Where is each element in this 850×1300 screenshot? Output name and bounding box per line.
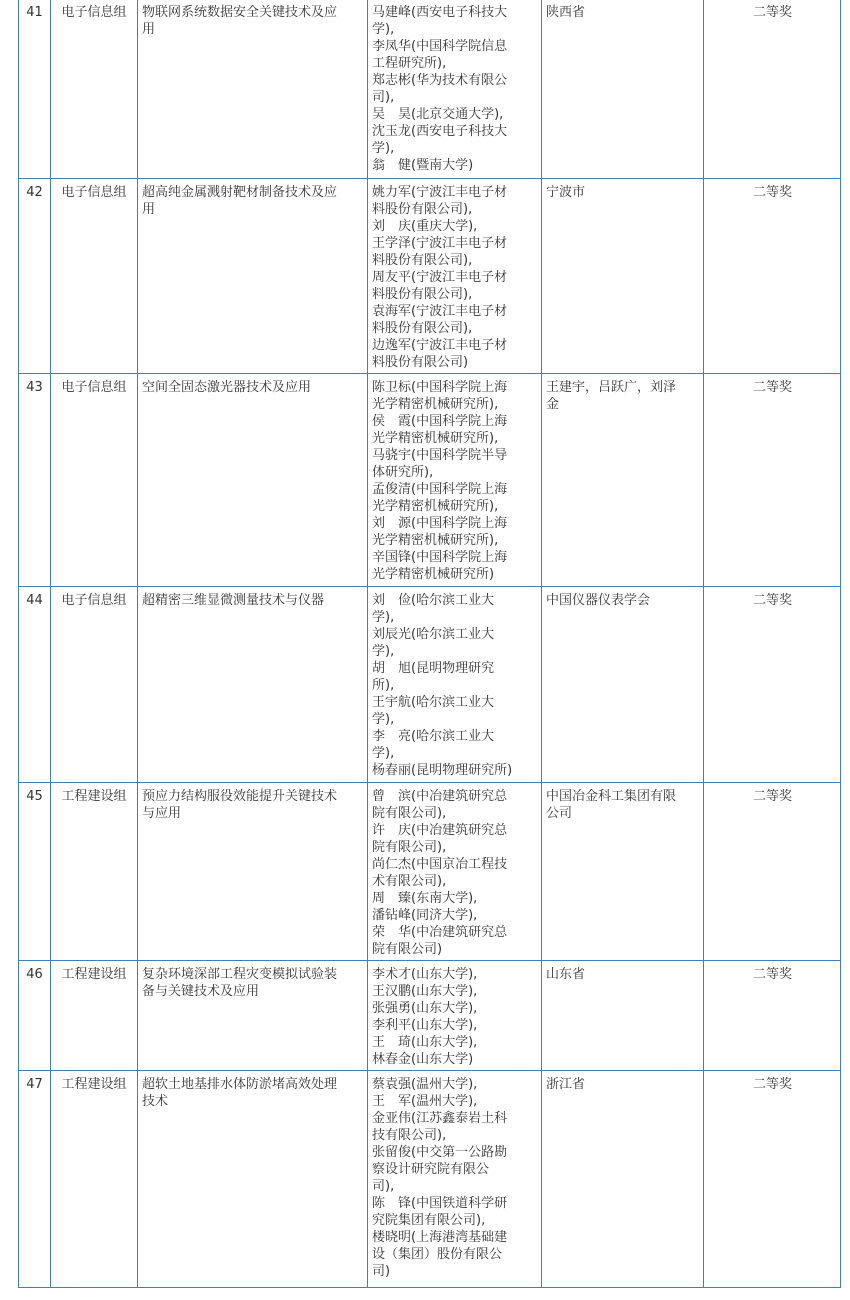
completer-line: 孟俊清(中国科学院上海 (372, 482, 508, 497)
completer-line: 曾 滨(中冶建筑研究总 (372, 789, 508, 804)
completer-line: 辛国锋(中国科学院上海 (372, 550, 508, 565)
completer-line: 王 军(温州大学), (372, 1094, 478, 1109)
project-cell (138, 961, 368, 1071)
group-name: 工程建设组 (61, 1077, 127, 1092)
row-number-cell (19, 783, 51, 961)
completer-line: 侯 霞(中国科学院上海 (372, 414, 508, 429)
group-name: 电子信息组 (61, 5, 127, 20)
group-cell (51, 587, 138, 783)
completer-line: 学), (372, 712, 395, 727)
nominator-cell (542, 961, 704, 1071)
completer-line: 料股份有限公司) (372, 355, 469, 370)
row-number: 46 (26, 967, 43, 982)
completer-line: 刘 源(中国科学院上海 (372, 516, 508, 531)
completer-line: 究院集团有限公司), (372, 1213, 486, 1228)
completer-line: 金亚伟(江苏鑫泰岩土科 (372, 1111, 508, 1126)
completer-line: 刘辰光(哈尔滨工业大 (372, 627, 495, 642)
table-row (19, 374, 841, 587)
row-number-cell (19, 179, 51, 374)
completer-line: 所), (372, 678, 395, 693)
row-number: 44 (26, 593, 43, 608)
completer-line: 翁 健(暨南大学) (372, 158, 474, 173)
completer-line: 院有限公司), (372, 806, 447, 821)
nominator-cell (542, 587, 704, 783)
completer-line: 光学精密机械研究所), (372, 397, 499, 412)
completer-line: 李术才(山东大学), (372, 967, 478, 982)
completer-line: 蔡袁强(温州大学), (372, 1077, 478, 1092)
completer-line: 刘 庆(重庆大学), (372, 219, 478, 234)
completer-line: 工程研究所), (372, 56, 447, 71)
project-cell (138, 179, 368, 374)
nominator-line: 公司 (546, 806, 573, 821)
group-name: 工程建设组 (61, 967, 127, 982)
completer-line: 潘钻峰(同济大学), (372, 908, 478, 923)
row-number: 42 (26, 185, 43, 200)
completer-line: 李 亮(哈尔滨工业大 (372, 729, 495, 744)
table-body (19, 0, 841, 1288)
completer-line: 学), (372, 22, 395, 37)
nominator-line: 浙江省 (546, 1077, 586, 1092)
award-grade: 二等奖 (752, 185, 792, 200)
nominator-cell (542, 783, 704, 961)
completer-line: 张留俊(中交第一公路勘 (372, 1145, 508, 1160)
completer-line: 学), (372, 644, 395, 659)
completers-cell (368, 0, 542, 179)
completer-line: 术有限公司), (372, 874, 447, 889)
completer-line: 料股份有限公司), (372, 202, 473, 217)
award-grade: 二等奖 (752, 789, 792, 804)
nominator-line: 金 (546, 397, 560, 412)
project-name-line: 技术 (142, 1094, 169, 1109)
completer-line: 吴 昊(北京交通大学), (372, 107, 504, 122)
project-name-line: 超软土地基排水体防淤堵高效处理 (142, 1077, 338, 1092)
completer-line: 司), (372, 90, 395, 105)
project-name-line: 用 (142, 202, 156, 217)
completer-line: 陈卫标(中国科学院上海 (372, 380, 508, 395)
award-grade: 二等奖 (752, 380, 792, 395)
table-row (19, 961, 841, 1071)
completers-cell (368, 374, 542, 587)
completer-line: 周友平(宁波江丰电子材 (372, 270, 508, 285)
completer-line: 光学精密机械研究所) (372, 567, 495, 582)
table-row (19, 179, 841, 374)
completers-cell (368, 783, 542, 961)
project-name-line: 空间全固态激光器技术及应用 (142, 380, 312, 395)
completer-line: 马骁宇(中国科学院半导 (372, 448, 508, 463)
completer-line: 袁海军(宁波江丰电子材 (372, 304, 508, 319)
row-number-cell (19, 0, 51, 179)
nominator-line: 山东省 (546, 967, 586, 982)
nominator-line: 王建宇，吕跃广，刘泽 (546, 380, 677, 395)
nominator-line: 陕西省 (546, 5, 586, 20)
nominator-cell (542, 1071, 704, 1288)
project-cell (138, 374, 368, 587)
nominator-cell (542, 374, 704, 587)
group-cell (51, 1071, 138, 1288)
completer-line: 光学精密机械研究所), (372, 533, 499, 548)
completer-line: 学), (372, 141, 395, 156)
row-number: 41 (26, 5, 43, 20)
grade-cell (704, 179, 841, 374)
completer-line: 姚力军(宁波江丰电子材 (372, 185, 508, 200)
completer-line: 边逸军(宁波江丰电子材 (372, 338, 508, 353)
completer-line: 院有限公司), (372, 840, 447, 855)
project-cell (138, 587, 368, 783)
project-cell (138, 1071, 368, 1288)
completer-line: 光学精密机械研究所), (372, 499, 499, 514)
completer-line: 院有限公司) (372, 942, 443, 957)
group-cell (51, 783, 138, 961)
completer-line: 学), (372, 610, 395, 625)
project-cell (138, 0, 368, 179)
group-cell (51, 179, 138, 374)
completer-line: 张强勇(山东大学), (372, 1001, 478, 1016)
grade-cell (704, 587, 841, 783)
completer-line: 许 庆(中冶建筑研究总 (372, 823, 508, 838)
completers-cell (368, 179, 542, 374)
project-name-line: 超高纯金属溅射靶材制备技术及应 (142, 185, 338, 200)
award-grade: 二等奖 (752, 967, 792, 982)
nominator-line: 宁波市 (546, 185, 586, 200)
completer-line: 周 臻(东南大学), (372, 891, 478, 906)
project-name-line: 用 (142, 22, 156, 37)
completer-line: 林春金(山东大学) (372, 1052, 474, 1067)
nominator-line: 中国仪器仪表学会 (546, 593, 651, 608)
project-name-line: 物联网系统数据安全关键技术及应 (142, 5, 338, 20)
completer-line: 杨春丽(昆明物理研究所) (372, 763, 513, 778)
completer-line: 王 琦(山东大学), (372, 1035, 478, 1050)
completer-line: 马建峰(西安电子科技大 (372, 5, 508, 20)
row-number-cell (19, 374, 51, 587)
completer-line: 料股份有限公司), (372, 253, 473, 268)
table-row (19, 1071, 841, 1288)
grade-cell (704, 1071, 841, 1288)
completer-line: 设（集团）股份有限公 (372, 1247, 503, 1262)
row-number: 43 (26, 380, 43, 395)
project-cell (138, 783, 368, 961)
grade-cell (704, 374, 841, 587)
completer-line: 学), (372, 746, 395, 761)
group-name: 电子信息组 (61, 593, 127, 608)
completer-line: 王学泽(宁波江丰电子材 (372, 236, 508, 251)
nominator-cell (542, 0, 704, 179)
grade-cell (704, 0, 841, 179)
completer-line: 陈 锋(中国铁道科学研 (372, 1196, 508, 1211)
completer-line: 体研究所), (372, 465, 434, 480)
project-name-line: 备与关键技术及应用 (142, 984, 260, 999)
group-cell (51, 0, 138, 179)
completer-line: 王汉鹏(山东大学), (372, 984, 478, 999)
completer-line: 荣 华(中冶建筑研究总 (372, 925, 508, 940)
group-cell (51, 374, 138, 587)
project-name-line: 复杂环境深部工程灾变模拟试验装 (142, 967, 338, 982)
group-cell (51, 961, 138, 1071)
completer-line: 刘 俭(哈尔滨工业大 (372, 593, 495, 608)
completer-line: 李凤华(中国科学院信息 (372, 39, 508, 54)
award-grade: 二等奖 (752, 593, 792, 608)
completer-line: 李利平(山东大学), (372, 1018, 478, 1033)
nominator-line: 中国冶金科工集团有限 (546, 789, 677, 804)
completer-line: 光学精密机械研究所), (372, 431, 499, 446)
project-name-line: 预应力结构服役效能提升关键技术 (142, 789, 338, 804)
award-grade: 二等奖 (752, 1077, 792, 1092)
row-number-cell (19, 961, 51, 1071)
table-row (19, 587, 841, 783)
completer-line: 沈玉龙(西安电子科技大 (372, 124, 508, 139)
completers-cell (368, 1071, 542, 1288)
completer-line: 胡 旭(昆明物理研究 (372, 661, 495, 676)
completers-cell (368, 587, 542, 783)
completer-line: 料股份有限公司), (372, 287, 473, 302)
completer-line: 察设计研究院有限公 (372, 1162, 490, 1177)
completer-line: 料股份有限公司), (372, 321, 473, 336)
completer-line: 尚仁杰(中国京冶工程技 (372, 857, 508, 872)
nominator-cell (542, 179, 704, 374)
completer-line: 司), (372, 1179, 395, 1194)
completer-line: 郑志彬(华为技术有限公 (372, 73, 508, 88)
award-table (18, 0, 841, 1288)
completer-line: 楼晓明(上海港湾基础建 (372, 1230, 508, 1245)
table-row (19, 783, 841, 961)
grade-cell (704, 783, 841, 961)
row-number-cell (19, 1071, 51, 1288)
group-name: 电子信息组 (61, 380, 127, 395)
completers-cell (368, 961, 542, 1071)
completer-line: 王宇航(哈尔滨工业大 (372, 695, 495, 710)
group-name: 电子信息组 (61, 185, 127, 200)
table-row (19, 0, 841, 179)
grade-cell (704, 961, 841, 1071)
group-name: 工程建设组 (61, 789, 127, 804)
row-number-cell (19, 587, 51, 783)
award-grade: 二等奖 (752, 5, 792, 20)
project-name-line: 与应用 (142, 806, 182, 821)
row-number: 45 (26, 789, 43, 804)
completer-line: 技有限公司), (372, 1128, 447, 1143)
row-number: 47 (26, 1077, 43, 1092)
project-name-line: 超精密三维显微测量技术与仪器 (142, 593, 325, 608)
completer-line: 司) (372, 1264, 391, 1279)
